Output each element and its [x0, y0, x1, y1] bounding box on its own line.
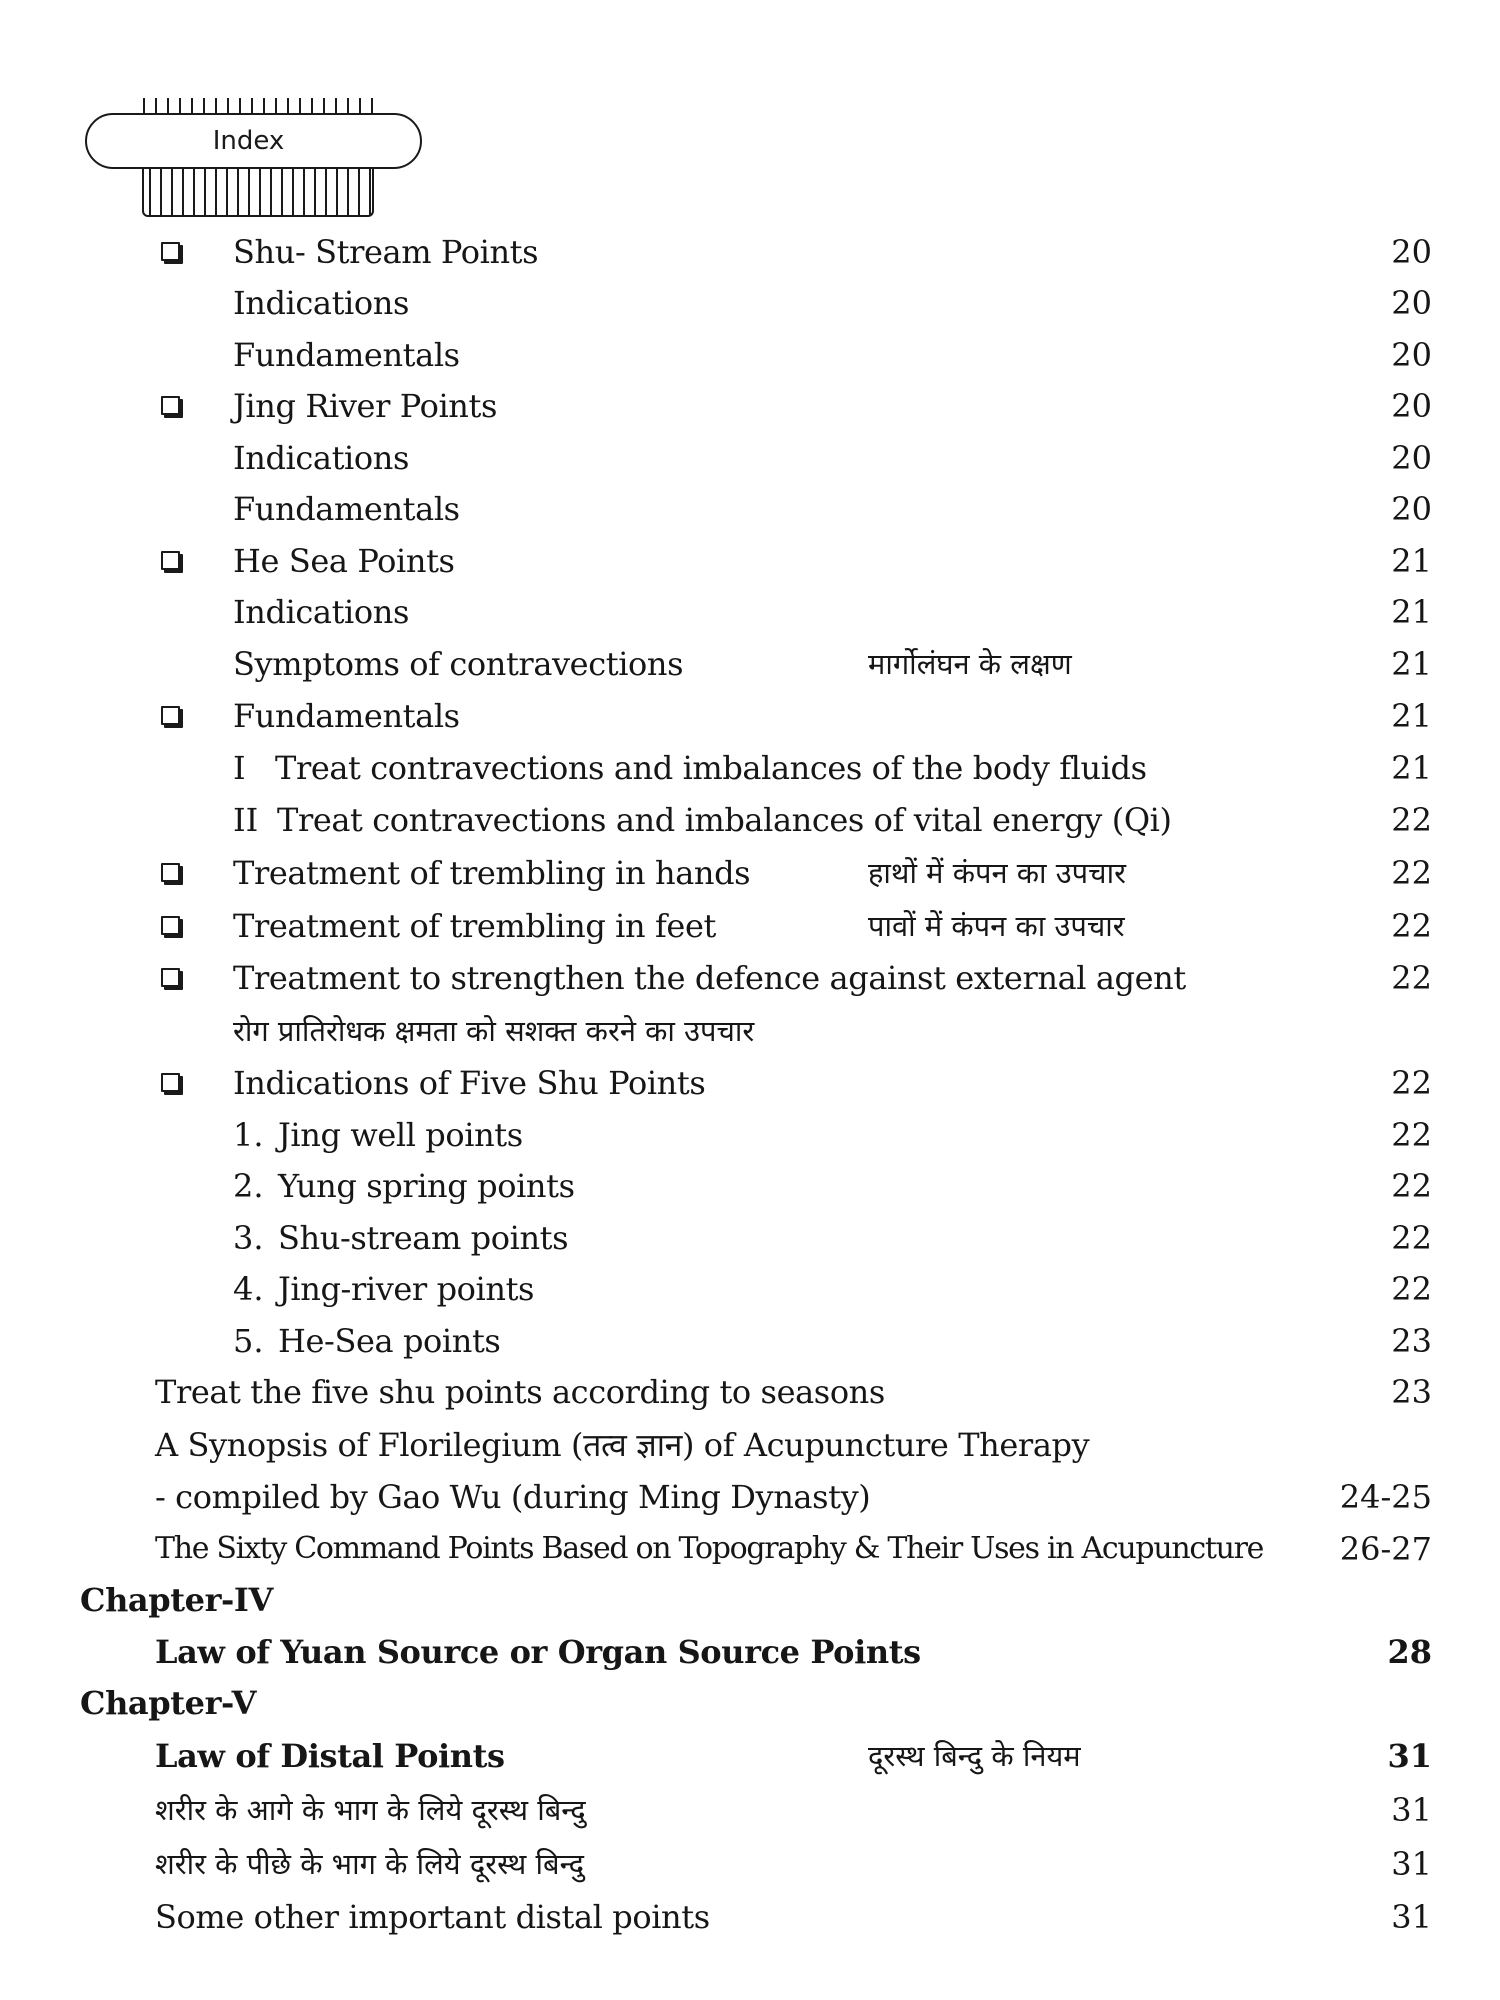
entry-page: 20 [1391, 387, 1432, 425]
entry-title: Jing-river points [278, 1270, 535, 1308]
entry-title: Jing River Points [233, 387, 497, 425]
entry-page: 20 [1391, 490, 1432, 528]
checkbox-bullet-icon [161, 968, 180, 987]
entry-title: Treat contravections and imbalances of vital energy (Qi) [277, 801, 1172, 839]
entry-page: 31 [1391, 1898, 1432, 1936]
entry-page: 22 [1391, 801, 1432, 839]
entry-page: 20 [1391, 439, 1432, 477]
index-entry[interactable] [0, 1626, 1500, 1678]
checkbox-bullet-icon [161, 551, 180, 570]
index-tab-label: Index [212, 126, 285, 156]
index-entry[interactable] [0, 586, 1500, 638]
entry-page: 26-27 [1339, 1530, 1432, 1568]
entry-page: 22 [1391, 1270, 1432, 1308]
index-entry[interactable] [0, 277, 1500, 329]
index-entry[interactable] [0, 329, 1500, 381]
entry-page: 21 [1391, 697, 1432, 735]
index-entry[interactable] [0, 690, 1500, 742]
checkbox-bullet-icon [161, 242, 180, 261]
checkbox-bullet-icon [161, 916, 180, 935]
index-entry[interactable] [0, 1471, 1500, 1523]
checkbox-bullet-icon [161, 396, 180, 415]
entry-number: 3. [233, 1219, 264, 1257]
entry-title: Treat contravections and imbalances of the body fluids [275, 749, 1147, 787]
entry-title: Fundamentals [233, 697, 460, 735]
entry-title: Law of Yuan Source or Organ Source Points [155, 1633, 921, 1671]
entry-title: Indications [233, 439, 409, 477]
entry-page: 20 [1391, 233, 1432, 271]
chapter-title: Chapter-V [80, 1684, 257, 1722]
index-entry[interactable] [0, 380, 1500, 432]
index-entry[interactable] [0, 1784, 1500, 1836]
index-entry[interactable] [0, 1263, 1500, 1315]
entry-title: Jing well points [278, 1116, 523, 1154]
entry-page: 22 [1391, 1064, 1432, 1102]
entry-title: Indications of Five Shu Points [233, 1064, 706, 1102]
entry-page: 22 [1391, 1219, 1432, 1257]
entry-hindi-title: पावों में कंपन का उपचार [868, 909, 1125, 943]
entry-title: Law of Distal Points [155, 1737, 505, 1775]
entry-title: Shu- Stream Points [233, 233, 539, 271]
index-entry[interactable] [0, 1109, 1500, 1161]
entry-page: 21 [1391, 593, 1432, 631]
entry-hindi-title: दूरस्थ बिन्दु के नियम [868, 1739, 1081, 1773]
entry-title: He-Sea points [278, 1322, 501, 1360]
index-entry[interactable] [0, 638, 1500, 690]
entry-number: II [233, 801, 259, 839]
entry-title: The Sixty Command Points Based on Topography & Their Uses in Acupuncture [155, 1531, 1264, 1566]
entry-title: Some other important distal points [155, 1898, 710, 1936]
entry-title: Fundamentals [233, 490, 460, 528]
entry-title: Shu-stream points [278, 1219, 569, 1257]
index-entry[interactable] [0, 1523, 1500, 1575]
entry-title: A Synopsis of Florilegium (तत्व ज्ञान) of Acupuncture Therapy [155, 1426, 1090, 1464]
entry-hindi-title: मार्गोलंघन के लक्षण [868, 647, 1072, 681]
index-entry[interactable] [0, 1838, 1500, 1890]
entry-title: Symptoms of contravections [233, 645, 684, 683]
entry-number: 5. [233, 1322, 264, 1360]
entry-number: 1. [233, 1116, 264, 1154]
entry-title: Treatment of trembling in feet [233, 907, 716, 945]
index-entry[interactable] [0, 432, 1500, 484]
entry-number: I [233, 749, 246, 787]
index-entry[interactable] [0, 535, 1500, 587]
index-entry[interactable] [0, 847, 1500, 899]
checkbox-bullet-icon [161, 863, 180, 882]
entry-page: 22 [1391, 1167, 1432, 1205]
index-entry-hindi-subtitle [0, 1005, 1500, 1057]
entry-title: Treat the five shu points according to seasons [155, 1373, 885, 1411]
index-entry[interactable] [0, 742, 1500, 794]
chapter-title: Chapter-IV [80, 1581, 273, 1619]
index-entry[interactable] [0, 1891, 1500, 1943]
entry-page: 21 [1391, 542, 1432, 580]
entry-page: 24-25 [1339, 1478, 1432, 1516]
index-entry[interactable] [0, 1366, 1500, 1418]
entry-page: 20 [1391, 336, 1432, 374]
chapter-heading [0, 1677, 1500, 1729]
entry-hindi-title: शरीर के आगे के भाग के लिये दूरस्थ बिन्दु [155, 1793, 586, 1827]
entry-page: 31 [1387, 1737, 1432, 1775]
index-entry[interactable] [0, 1730, 1500, 1782]
index-entry[interactable] [0, 1419, 1500, 1471]
entry-page: 22 [1391, 854, 1432, 892]
entry-page: 22 [1391, 1116, 1432, 1154]
index-entry[interactable] [0, 1315, 1500, 1367]
entry-title: Indications [233, 593, 409, 631]
entry-title: Indications [233, 284, 409, 322]
entry-title: Treatment of trembling in hands [233, 854, 751, 892]
chapter-heading [0, 1574, 1500, 1626]
entry-page: 23 [1391, 1322, 1432, 1360]
entry-hindi-title: हाथों में कंपन का उपचार [868, 856, 1126, 890]
entry-page: 28 [1387, 1633, 1432, 1671]
index-entry[interactable] [0, 952, 1500, 1004]
entry-title: Yung spring points [278, 1167, 575, 1205]
entry-page: 21 [1391, 645, 1432, 683]
entry-title: Treatment to strengthen the defence against external agent [233, 959, 1186, 997]
entry-title: Fundamentals [233, 336, 460, 374]
index-entry[interactable] [0, 1212, 1500, 1264]
entry-title: - compiled by Gao Wu (during Ming Dynasty) [155, 1478, 871, 1516]
entry-title: He Sea Points [233, 542, 455, 580]
entry-number: 2. [233, 1167, 264, 1205]
entry-page: 22 [1391, 959, 1432, 997]
entry-page: 21 [1391, 749, 1432, 787]
index-entry[interactable] [0, 1057, 1500, 1109]
checkbox-bullet-icon [161, 706, 180, 725]
entry-page: 22 [1391, 907, 1432, 945]
entry-number: 4. [233, 1270, 264, 1308]
index-entry[interactable] [0, 794, 1500, 846]
index-entry[interactable] [0, 900, 1500, 952]
index-entry[interactable] [0, 483, 1500, 535]
entry-hindi-title: शरीर के पीछे के भाग के लिये दूरस्थ बिन्दु [155, 1847, 584, 1881]
entry-page: 31 [1391, 1845, 1432, 1883]
entry-hindi-title: रोग प्रातिरोधक क्षमता को सशक्त करने का उपचार [233, 1014, 755, 1048]
entry-page: 20 [1391, 284, 1432, 322]
index-entry[interactable] [0, 1160, 1500, 1212]
entry-page: 23 [1391, 1373, 1432, 1411]
entry-page: 31 [1391, 1791, 1432, 1829]
checkbox-bullet-icon [161, 1073, 180, 1092]
index-entry[interactable] [0, 226, 1500, 278]
